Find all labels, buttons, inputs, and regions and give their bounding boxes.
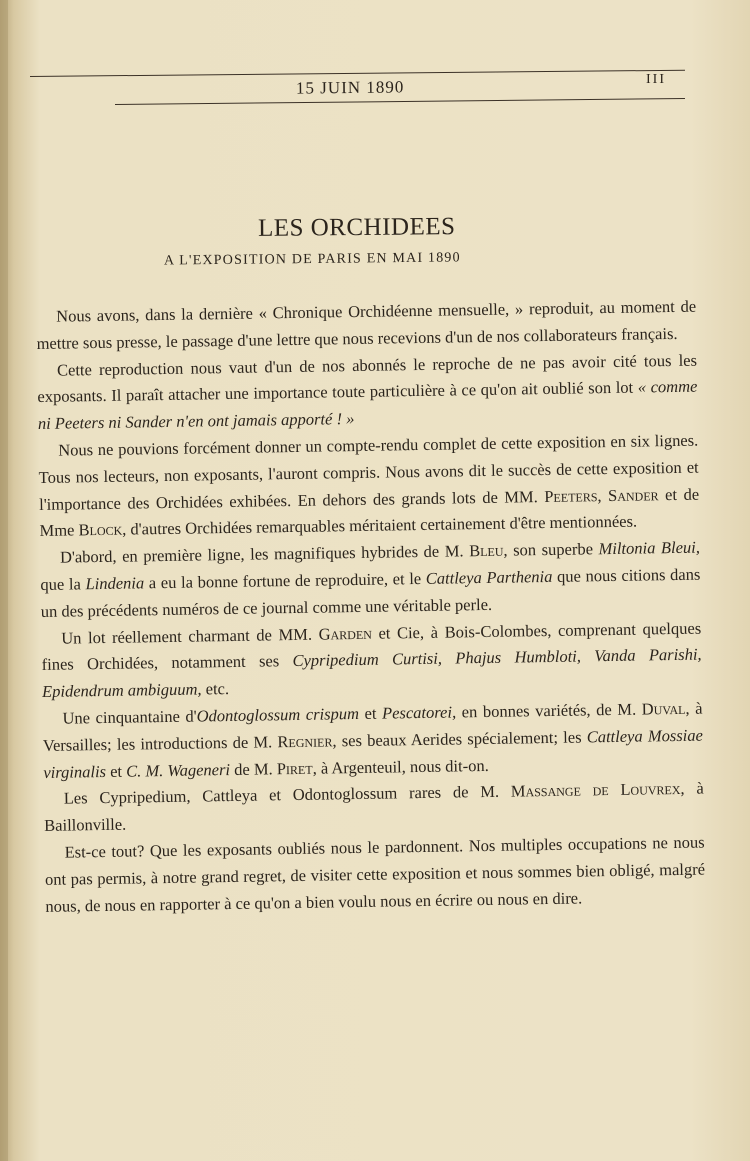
text-run: que la — [40, 574, 86, 594]
article-body — [36, 294, 706, 921]
text-run: de M. — [229, 758, 277, 779]
text-run: Une cinquantaine d' — [62, 706, 197, 728]
text-run: Bleu — [468, 540, 504, 561]
text-run: , son superbe — [503, 539, 599, 560]
text-run: C. M. Wageneri — [126, 759, 231, 781]
text-run: , à Argenteuil, nous dit-on. — [312, 755, 489, 778]
text-run: , à Baillonville. — [44, 778, 704, 836]
paragraph — [37, 347, 698, 438]
text-run: Est-ce tout? Que les exposants oubliés nous le pardonnent. Nos multiples occupations ne nous ont pas permis, à notre grand regret, de visiter cette exposition et nous sommes bien obligé, malgré nous, de nous en rapporter à ce qu'on a bien voulu nous en écrire ou nous en dire. — [44, 832, 706, 916]
page-number: III — [646, 72, 666, 87]
text-run: Lindenia — [85, 573, 145, 594]
page-spine-shadow — [0, 0, 8, 1161]
text-run: que nous citions dans un des précédents numéros de ce journal comme une véritable perle. — [40, 564, 701, 621]
text-run: Peeters — [544, 485, 598, 506]
text-run: « comme ni Peeters ni Sander n'en ont jamais apporté ! » — [37, 377, 698, 434]
paragraph — [36, 294, 697, 358]
header-rule-bottom — [115, 98, 685, 105]
text-run: Massange de Louvrex — [510, 779, 681, 801]
text-run: Piret — [276, 758, 313, 778]
text-run: et — [105, 761, 127, 781]
text-run: Cette reproduction nous vaut d'un de nos abonnés le reproche de ne pas avoir cité tous les exposants. Il paraît attacher une importance toute particulière à ce qu'on ait oublié son lot — [37, 350, 698, 407]
text-run: Nous ne pouvions forcément donner un compte-rendu complet de cette exposition en six lignes. Tous nos lecteurs, non exposants, l'auront compris. Nous avons dit le succès de cette exposition et l'importance des Orchidées exhibées. En dehors des grands lots de MM. — [38, 430, 699, 514]
paragraph — [42, 696, 703, 787]
article-subtitle: A L'EXPOSITION DE PARIS EN MAI 1890 — [163, 250, 461, 269]
paragraph — [44, 830, 705, 921]
header-date: 15 JUIN 1890 — [295, 77, 405, 98]
text-run: Cattleya Parthenia — [425, 566, 553, 588]
text-run: Block — [78, 520, 123, 540]
text-run: Regnier — [277, 731, 333, 752]
paragraph — [40, 535, 701, 626]
text-run: D'abord, en première ligne, les magnifiques hybrides de M. — [59, 541, 470, 567]
text-run: Garden — [318, 623, 372, 644]
header-rule-top — [30, 70, 685, 77]
text-run: Un lot réellement charmant de MM. — [61, 624, 319, 648]
text-run: , à Versailles; les introductions de M. — [42, 698, 703, 755]
text-run: Cattleya Mossiae virginalis — [43, 725, 703, 782]
text-run: Nous avons, dans la dernière « Chronique Orchidéenne mensuelle, » reproduit, au moment de mettre sous presse, le passage d'une lettre que nous recevions d'un de nos collaborateurs français. — [36, 296, 697, 353]
paragraph — [38, 428, 700, 546]
article-title: LES ORCHIDEES — [257, 213, 456, 242]
text-run: a eu la bonne fortune de reproduire, et le — [143, 568, 426, 593]
text-run: Cypripedium Curtisi, Phajus Humbloti, Vanda Parishi, Epidendrum ambiguum, — [41, 644, 702, 702]
text-run: Odontoglossum crispum — [196, 703, 360, 726]
text-run: Duval — [641, 698, 686, 719]
text-run: en bonnes variétés, de M. — [455, 699, 642, 722]
text-run: , ses beaux Aerides spécialement; les — [332, 727, 587, 751]
text-run: Miltonia Bleui, — [598, 537, 701, 559]
text-run: , — [597, 485, 609, 505]
text-run: Sander — [607, 484, 659, 505]
text-run: et Cie, à Bois-Colombes, comprenant quelques fines Orchidées, notamment ses — [41, 618, 702, 675]
text-run: et — [358, 703, 383, 723]
text-run: Pescatorei, — [381, 702, 457, 723]
text-run: etc. — [201, 679, 230, 699]
text-run: et de Mme — [39, 484, 700, 541]
paragraph — [41, 615, 702, 706]
text-run: , d'autres Orchidées remarquables méritaient certainement d'être mentionnées. — [122, 511, 638, 540]
text-run: Les Cypripedium, Cattleya et Odontoglossum rares de M. — [63, 781, 511, 808]
